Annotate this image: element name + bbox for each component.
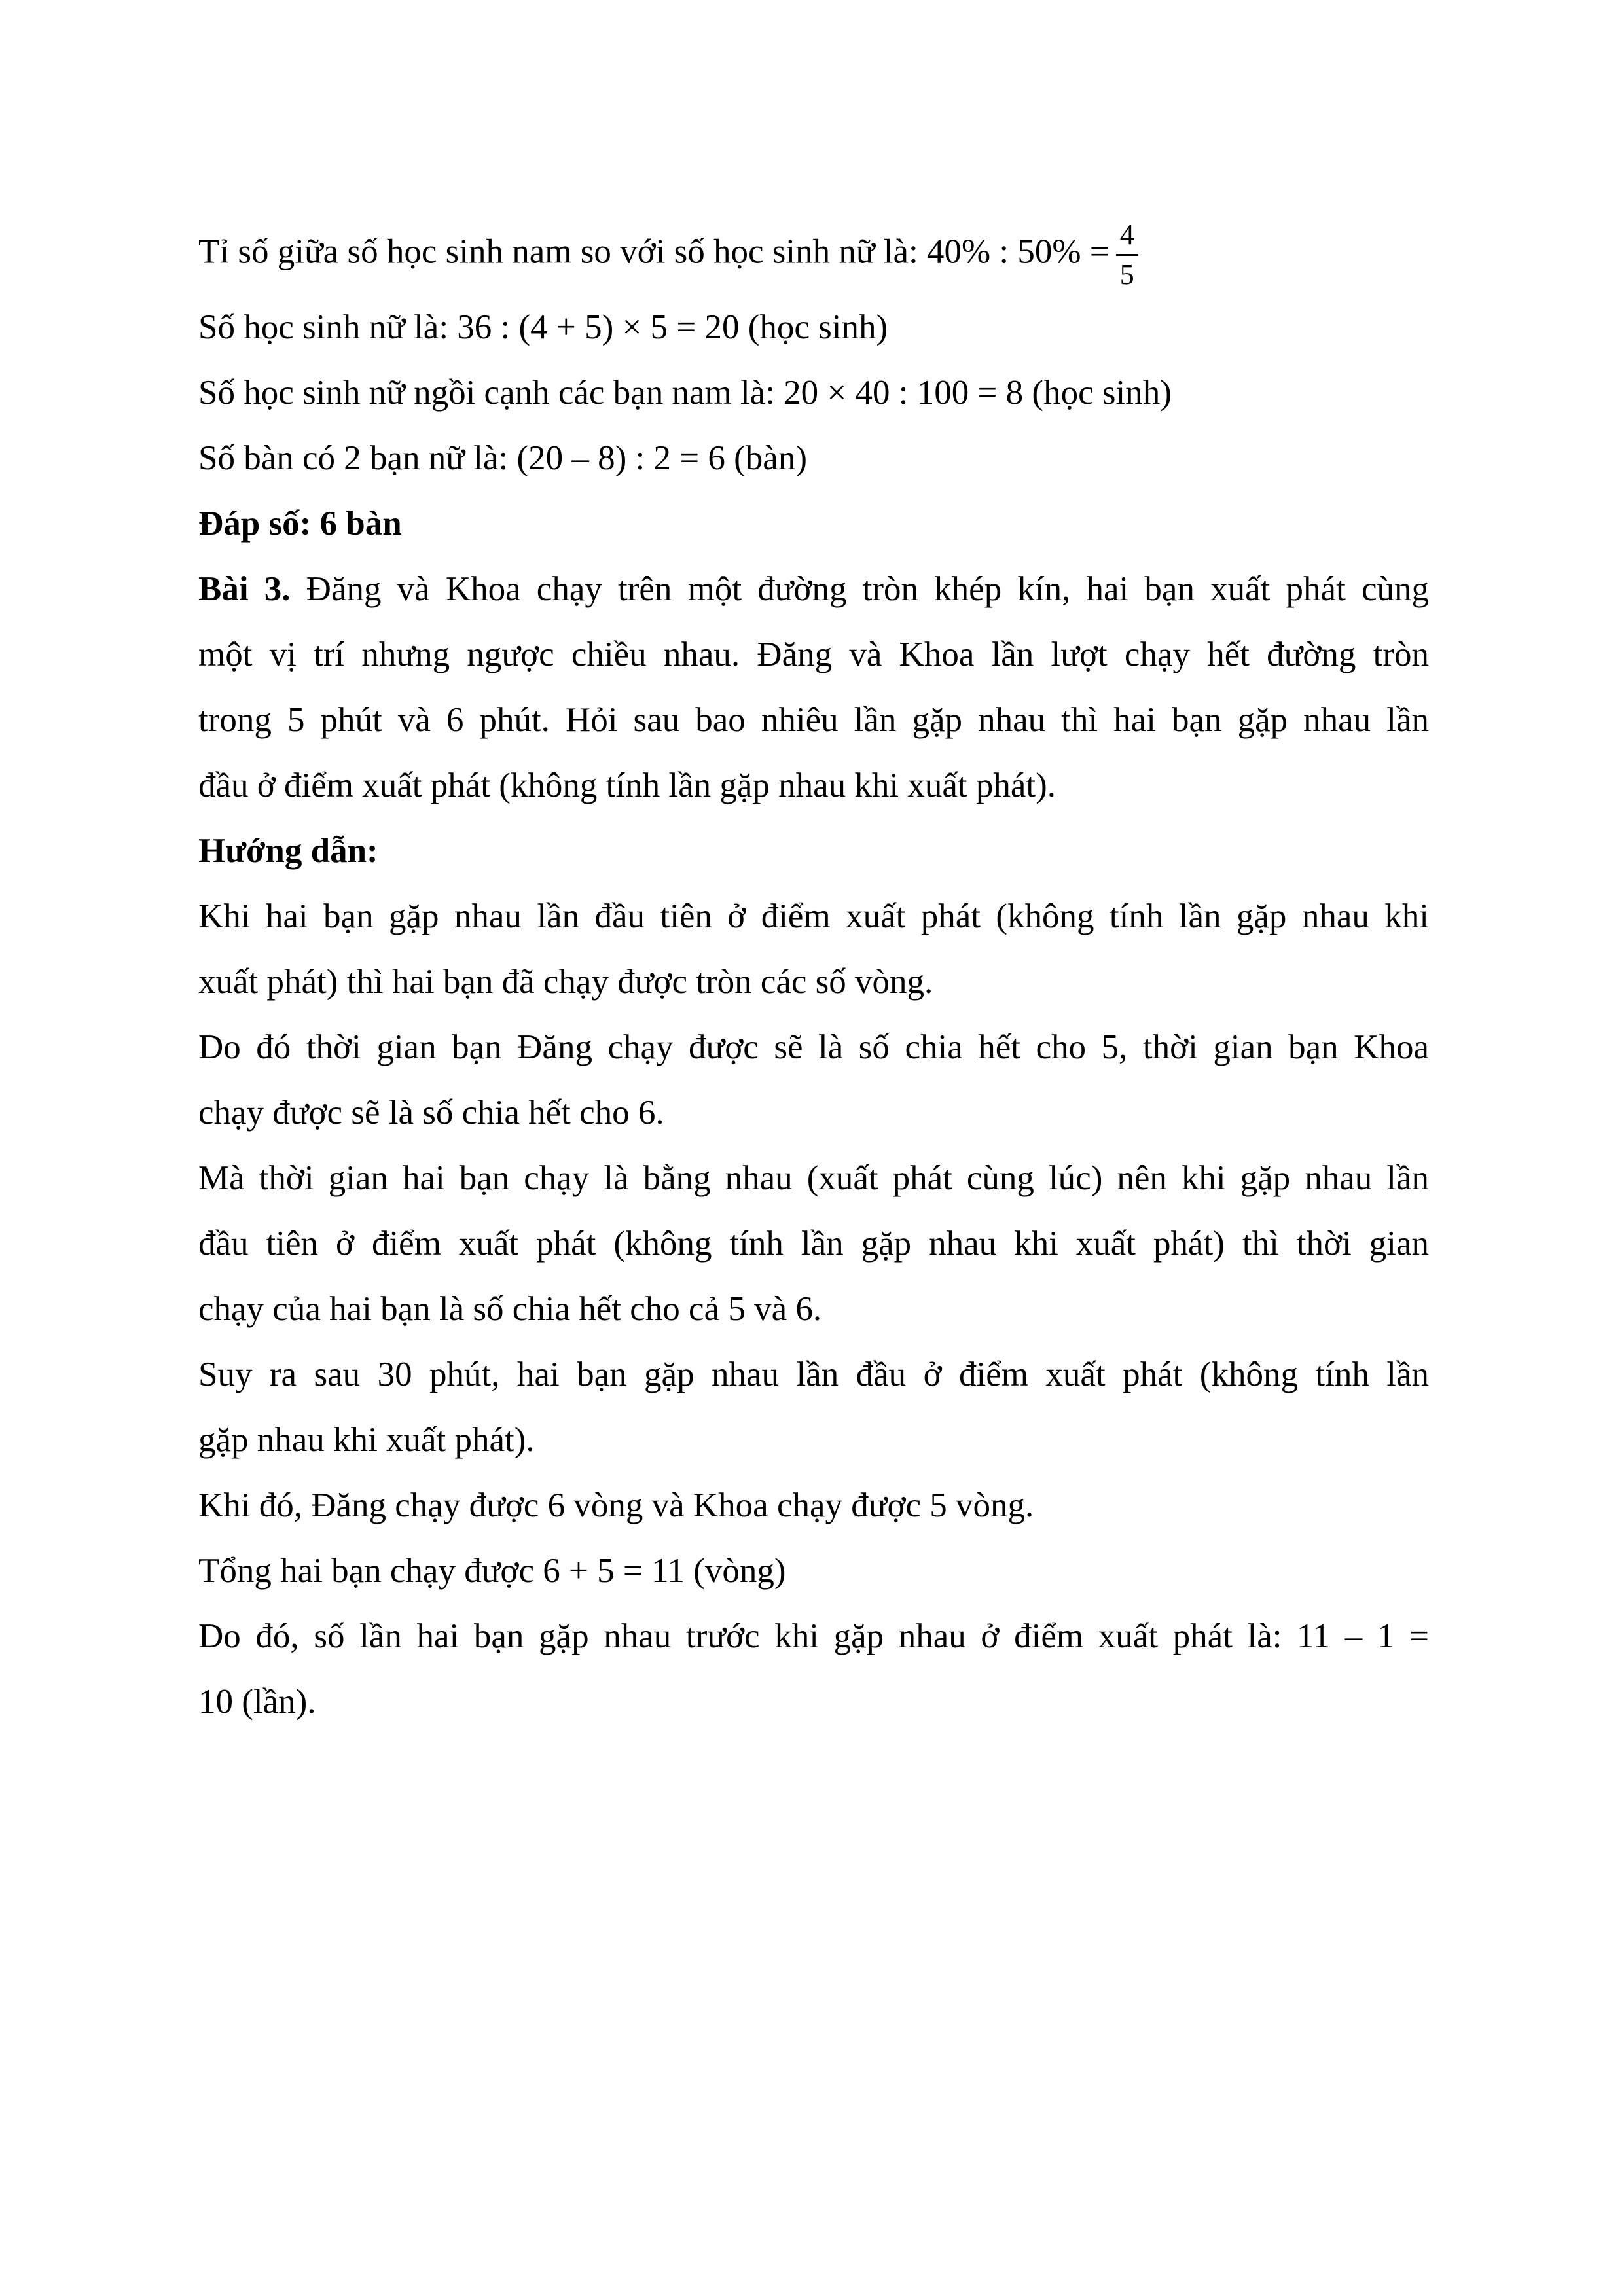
guide-line-13: 10 (lần). bbox=[198, 1683, 316, 1721]
guide-line-2: xuất phát) thì hai bạn đã chạy được tròn các số vòng. bbox=[198, 963, 933, 1001]
tables-two-girls-line: Số bàn có 2 bạn nữ là: (20 – 8) : 2 = 6 (bàn) bbox=[198, 439, 807, 477]
answer-line: Đáp số: 6 bàn bbox=[198, 505, 402, 543]
guide-line-10: Khi đó, Đăng chạy được 6 vòng và Khoa chạy được 5 vòng. bbox=[198, 1486, 1034, 1524]
problem-3-line-1 bbox=[198, 569, 1429, 609]
guide-heading: Hướng dẫn: bbox=[198, 832, 378, 870]
problem-3-label: Bài 3. bbox=[198, 570, 291, 608]
fraction bbox=[1116, 216, 1138, 294]
guide-line-9: gặp nhau khi xuất phát). bbox=[198, 1421, 535, 1459]
guide-line-7: chạy của hai bạn là số chia hết cho cả 5 và 6. bbox=[198, 1290, 822, 1328]
problem-3-line-4: đầu ở điểm xuất phát (không tính lần gặp nhau khi xuất phát). bbox=[198, 766, 1056, 804]
guide-line-4: chạy được sẽ là số chia hết cho 6. bbox=[198, 1094, 664, 1132]
fraction-numerator: 4 bbox=[1116, 216, 1138, 256]
problem-3-text: Đăng và Khoa chạy trên một đường tròn khép kín, hai bạn xuất phát cùng bbox=[290, 570, 1429, 608]
ratio-text: Tỉ số giữa số học sinh nam so với số học sinh nữ là: 40% : 50% = bbox=[198, 232, 1110, 271]
guide-line-6: đầu tiên ở điểm xuất phát (không tính lần gặp nhau khi xuất phát) thì thời gian bbox=[198, 1225, 1429, 1263]
guide-line-1: Khi hai bạn gặp nhau lần đầu tiên ở điểm xuất phát (không tính lần gặp nhau khi bbox=[198, 897, 1429, 935]
problem-3-line-3: trong 5 phút và 6 phút. Hỏi sau bao nhiêu lần gặp nhau thì hai bạn gặp nhau lần bbox=[198, 701, 1429, 739]
guide-line-3: Do đó thời gian bạn Đăng chạy được sẽ là số chia hết cho 5, thời gian bạn Khoa bbox=[198, 1028, 1429, 1066]
problem-3-line-2: một vị trí nhưng ngược chiều nhau. Đăng và Khoa lần lượt chạy hết đường tròn bbox=[198, 636, 1429, 673]
guide-line-8: Suy ra sau 30 phút, hai bạn gặp nhau lần đầu ở điểm xuất phát (không tính lần bbox=[198, 1355, 1429, 1393]
fraction-denominator: 5 bbox=[1119, 259, 1134, 291]
guide-line-5: Mà thời gian hai bạn chạy là bằng nhau (xuất phát cùng lúc) nên khi gặp nhau lần bbox=[198, 1159, 1429, 1197]
ratio-line bbox=[198, 216, 1138, 294]
guide-line-11: Tổng hai bạn chạy được 6 + 5 = 11 (vòng) bbox=[198, 1552, 786, 1590]
guide-line-12: Do đó, số lần hai bạn gặp nhau trước khi gặp nhau ở điểm xuất phát là: 11 – 1 = bbox=[198, 1617, 1429, 1655]
girls-next-to-boys-line: Số học sinh nữ ngồi cạnh các bạn nam là: 20 × 40 : 100 = 8 (học sinh) bbox=[198, 374, 1172, 412]
girls-count-line: Số học sinh nữ là: 36 : (4 + 5) × 5 = 20 (học sinh) bbox=[198, 308, 888, 346]
